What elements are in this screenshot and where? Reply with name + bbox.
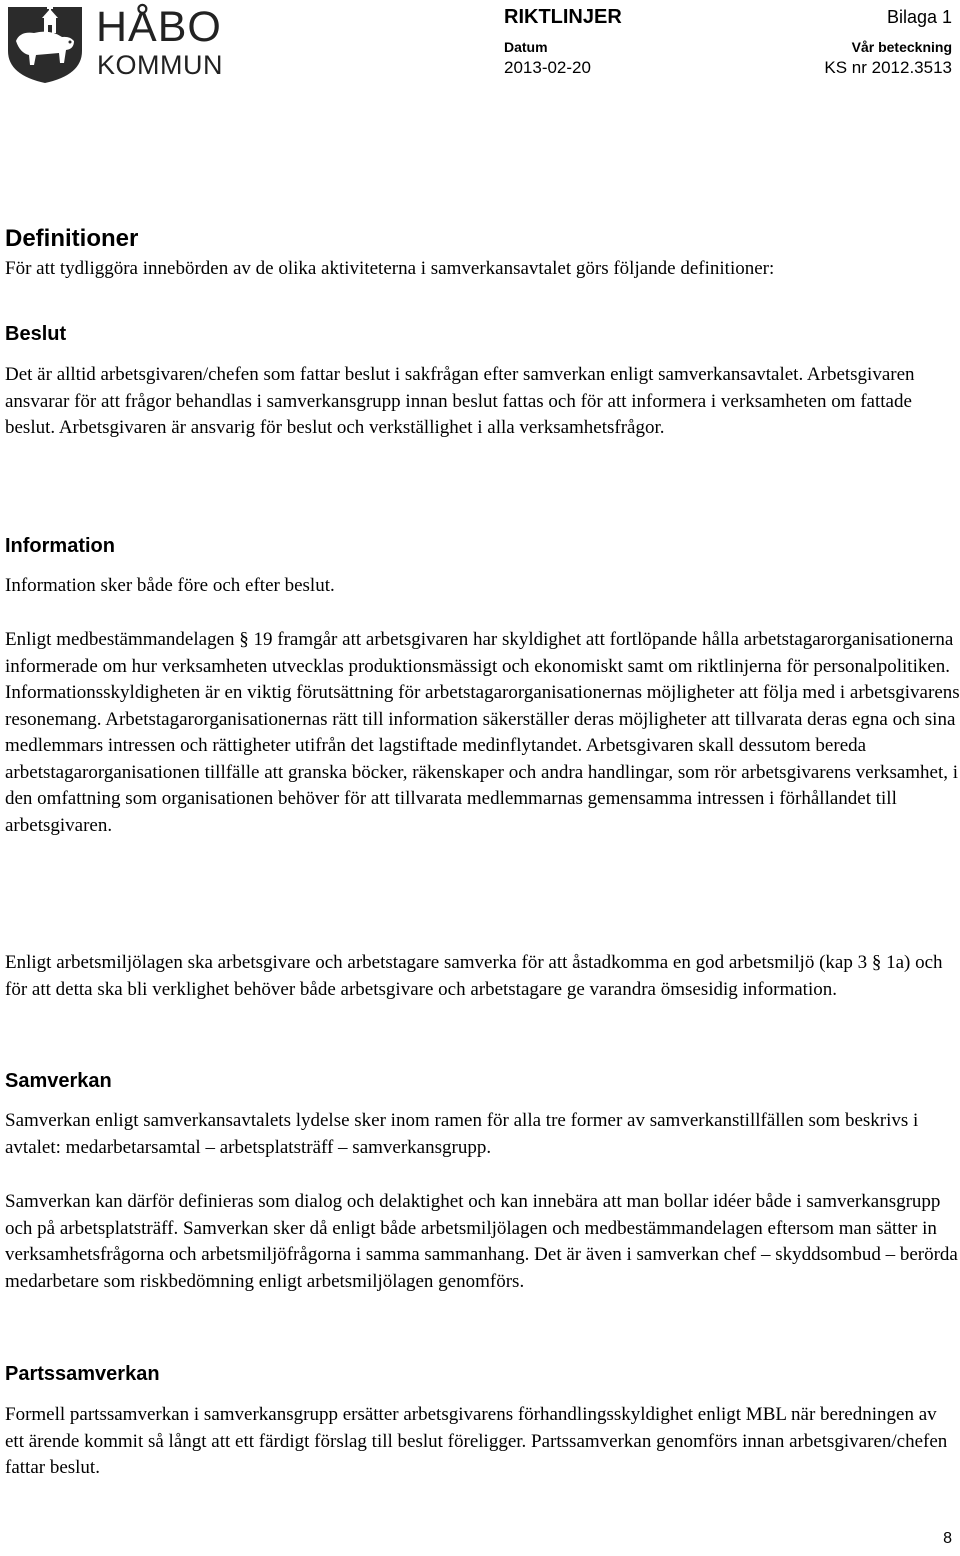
samverkan-paragraph-2: Samverkan kan därför definieras som dialog och delaktighet och kan innebära att man bollar idéer både i samverkansgrupp och på arbetsplatsträff. Samverkan sker då enligt både arbetsmiljölagen och medbestämmandelagen eftersom man sätter in verksamhetsfrågorna och arbetsmiljöfrågorna i samma sammanhang. Det är även i samverkan chef – skyddsombud – berörda medarbetare som riskbedömning enligt arbetsmiljölagen genomförs. [5,1191,958,1292]
section-heading-samverkan: Samverkan [5,1070,112,1092]
date-value: 2013-02-20 [504,58,591,77]
information-paragraph-3: Enligt arbetsmiljölagen ska arbetsgivare och arbetstagare samverka för att åstadkomma en god arbetsmiljö (kap 3 § 1a) och för att detta ska bli verklighet behöver både arbetsgivare och arbetstagare ge varandra ömsesidig information. [5,952,943,1000]
page-number: 8 [943,1530,952,1547]
information-paragraph-2: Enligt medbestämmandelagen § 19 framgår att arbetsgivaren har skyldighet att fortlöpande hålla arbetstagarorganisationerna informerade om hur verksamheten utvecklas produktionsmässigt och ekonomiskt samt om riktlinjerna för personalpolitiken. Informationsskyldigheten är en viktig förutsättning för arbetstagarorganisationernas möjligheter att följa med i arbetsgivarens resonemang. Arbetstagarorganisationernas rätt till information säkerställer deras möjligheter att tillvarata deras egna och sina medlemmars intressen och rättigheter utifrån det lagstiftade medinflytandet. Arbetsgivaren skall dessutom bereda arbetstagarorganisationen tillfälle att granska böcker, räkenskaper och andra handlingar, som rör arbetsgivarens verksamhet, i den omfattning som organisationen behöver för att tillvarata medlemmarnas gemensamma intressen i förhållandet till arbetsgivaren. [5,629,960,836]
section-heading-beslut: Beslut [5,323,67,345]
document-type: RIKTLINJER [504,6,622,28]
samverkan-paragraph-1: Samverkan enligt samverkansavtalets lydelse sker inom ramen för alla tre former av samverkanstillfällen som beskrivs i avtalet: medarbetarsamtal – arbetsplatsträff – samverkansgrupp. [5,1110,919,1158]
logo-subtitle: KOMMUN [97,50,223,80]
section-heading-information: Information [5,535,115,557]
date-label: Datum [504,39,548,55]
appendix-label: Bilaga 1 [886,7,952,27]
partssamverkan-paragraph: Formell partssamverkan i samverkansgrupp ersätter arbetsgivarens förhandlingsskyldighet enligt MBL när beredningen av ett ärende kommit så långt att ett färdigt förslag till beslut föreligger. Partssamverkan genomförs innan arbetsgivaren/chefen fattar beslut. [5,1404,948,1478]
section-heading-partssamverkan: Partssamverkan [5,1363,160,1385]
intro-paragraph: För att tydliggöra innebörden av de olika aktiviteterna i samverkansavtalet görs följande definitioner: [5,258,775,279]
habo-coat-of-arms-icon [4,3,86,85]
page-title: Definitioner [5,225,139,252]
reference-label: Vår beteckning [851,39,952,55]
information-paragraph-1: Information sker både före och efter beslut. [5,575,335,596]
logo-name: HÅBO [96,3,222,51]
beslut-paragraph: Det är alltid arbetsgivaren/chefen som fattar beslut i sakfrågan efter samverkan enligt samverkansavtalet. Arbetsgivaren ansvarar för att frågor behandlas i samverkansgrupp innan beslut fattas och för att informera i verksamheten om fattade beslut. Arbetsgivaren är ansvarig för beslut och verkställighet i alla verksamhetsfrågor. [5,364,915,438]
reference-value: KS nr 2012.3513 [824,58,952,77]
